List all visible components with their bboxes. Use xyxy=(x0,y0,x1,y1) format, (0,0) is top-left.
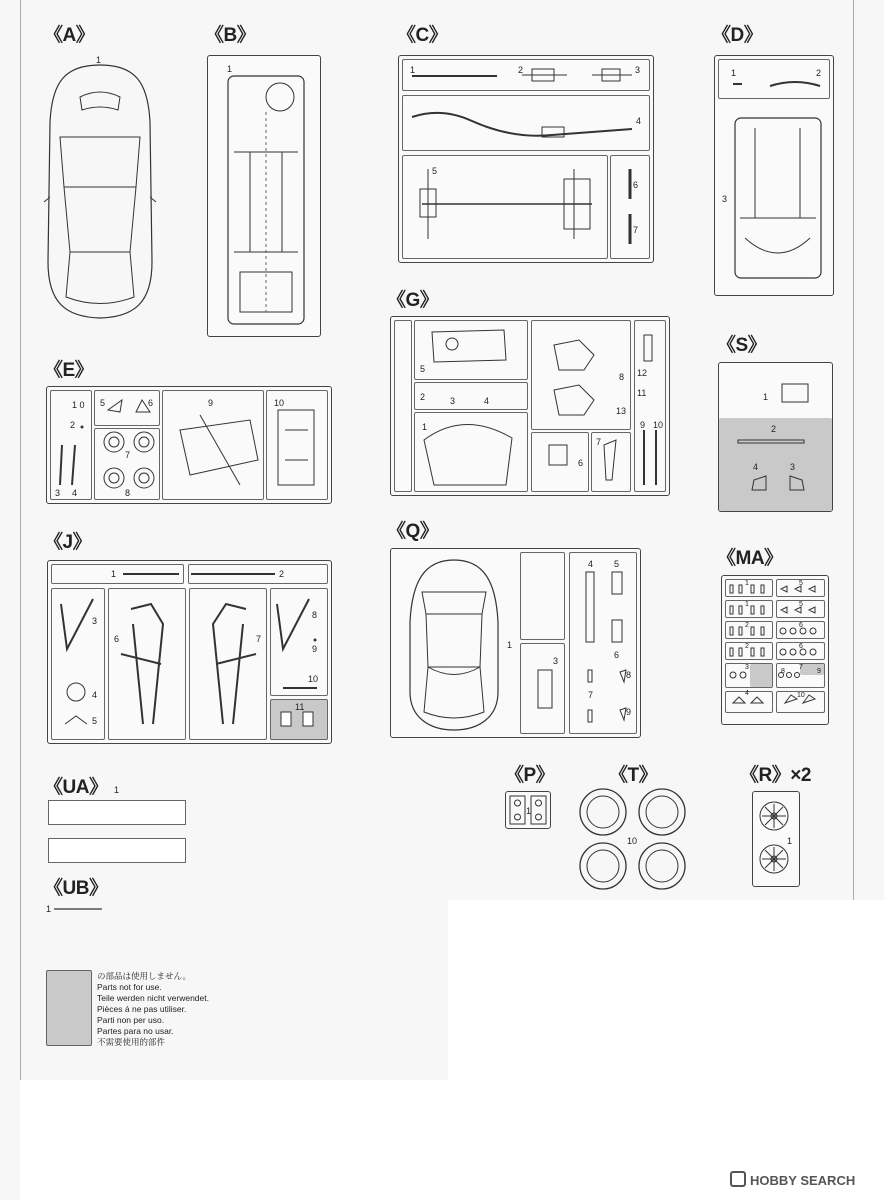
part-number: 9 xyxy=(208,398,214,408)
legend-line: Parti non per uso. xyxy=(97,1015,165,1025)
interior-parts xyxy=(394,320,666,492)
part-number: 5 xyxy=(420,364,426,374)
interior-tub-part xyxy=(730,78,825,288)
part-number: 1 xyxy=(410,65,416,75)
part-number: 9 xyxy=(312,644,318,654)
group-label-b: 《B》 xyxy=(205,25,256,46)
part-number: 4 xyxy=(72,488,78,498)
part-number: 6 xyxy=(799,622,803,629)
group-label-t: 《T》 xyxy=(609,765,658,786)
part-number: 5 xyxy=(799,601,803,608)
part-number: 3 xyxy=(790,462,796,472)
group-label-e: 《E》 xyxy=(44,360,94,381)
part-number: 2 xyxy=(771,424,777,434)
part-number: 10 xyxy=(797,692,805,699)
part-number: 3 xyxy=(92,616,98,626)
decal-sheet-ua xyxy=(48,838,186,863)
blank-area xyxy=(448,900,884,1200)
part-number: 8 xyxy=(626,670,632,680)
part-number: 1 xyxy=(745,601,749,608)
group-label-ma: 《MA》 xyxy=(717,548,783,569)
part-number: 4 xyxy=(636,116,642,126)
part-number: 4 xyxy=(753,462,759,472)
group-label-j: 《J》 xyxy=(44,532,92,553)
part-number: 2 xyxy=(70,420,76,430)
group-label-a: 《A》 xyxy=(44,25,95,46)
legend-line: 不需要使用的部件 xyxy=(97,1037,166,1047)
part-number: 11 xyxy=(637,388,647,398)
part-number: 1 xyxy=(507,640,513,650)
part-number: 3 xyxy=(745,664,749,671)
part-number: 9 xyxy=(640,420,646,430)
group-label-ua: 《UA》 xyxy=(44,777,108,798)
clear-parts xyxy=(718,362,833,512)
drive-shaft-parts xyxy=(402,59,650,259)
part-number: 7 xyxy=(125,450,131,460)
tire-parts xyxy=(578,786,688,892)
part-number: 8 xyxy=(312,610,318,620)
legend-line: Teile werden nicht verwendet. xyxy=(97,993,209,1003)
part-number: 6 xyxy=(799,643,803,650)
legend-line: の部品は使用しません。 xyxy=(97,971,192,981)
hobby-search-logo-icon xyxy=(730,1171,746,1187)
decal-sheet-ua xyxy=(48,800,186,825)
part-number: 1 xyxy=(787,836,793,846)
group-label-p: 《P》 xyxy=(505,765,555,786)
part-number: 6 xyxy=(578,458,584,468)
part-number: 9 xyxy=(626,707,632,717)
legend-unused-swatch xyxy=(46,970,92,1046)
blank-area xyxy=(20,1080,460,1200)
part-number: 3 xyxy=(450,396,456,406)
part-number: 4 xyxy=(745,690,749,697)
part-number: 1 xyxy=(731,68,737,78)
part-number: 7 xyxy=(633,225,639,235)
part-number: 1 xyxy=(745,580,749,587)
watermark-text: HOBBY SEARCH xyxy=(750,1173,856,1188)
part-number: 5 xyxy=(799,580,803,587)
part-number: 8 xyxy=(619,372,625,382)
part-number: 13 xyxy=(616,406,627,416)
part-number: 2 xyxy=(420,392,426,402)
part-number: 11 xyxy=(295,702,305,712)
polycap-parts xyxy=(509,795,547,825)
part-number: 6 xyxy=(148,398,154,408)
group-label-d: 《D》 xyxy=(712,25,763,46)
part-number: 10 xyxy=(627,836,638,846)
window-parts xyxy=(394,552,637,734)
part-number: 2 xyxy=(745,622,749,629)
part-number: 2 xyxy=(518,65,524,75)
part-number: 3 xyxy=(635,65,641,75)
wheel-parts xyxy=(756,795,796,883)
group-label-c: 《C》 xyxy=(397,25,448,46)
part-number: 3 xyxy=(722,194,728,204)
part-number: 9 xyxy=(817,668,821,675)
part-number: 7 xyxy=(596,437,602,447)
part-number: 7 xyxy=(256,634,262,644)
legend-line: Parts not for use. xyxy=(97,982,162,992)
part-number: 7 xyxy=(588,690,594,700)
watermark xyxy=(730,1171,855,1188)
part-number: 3 xyxy=(553,656,559,666)
group-label-ub: 《UB》 xyxy=(44,878,108,899)
part-number: 10 xyxy=(653,420,664,430)
part-number: 4 xyxy=(484,396,490,406)
metal-parts xyxy=(725,579,825,713)
part-number: 12 xyxy=(637,368,648,378)
car-body-top-view xyxy=(40,62,160,322)
part-number: 1 xyxy=(111,569,117,579)
part-number: 2 xyxy=(745,643,749,650)
ub-part-line xyxy=(54,908,104,912)
part-number: 7 xyxy=(799,664,803,671)
group-label-r: 《R》×2 xyxy=(740,765,811,786)
chassis-part xyxy=(220,72,312,327)
part-number: 3 xyxy=(55,488,61,498)
part-number: 8 xyxy=(781,668,785,675)
roll-cage-parts xyxy=(51,564,328,740)
part-number: 5 xyxy=(92,716,98,726)
part-number: 10 xyxy=(308,674,319,684)
part-number: 1 xyxy=(763,392,769,402)
part-number: 1 xyxy=(227,64,233,74)
part-number: 4 xyxy=(588,559,594,569)
group-label-g: 《G》 xyxy=(387,290,439,311)
part-number: 2 xyxy=(279,569,285,579)
part-number: 5 xyxy=(100,398,106,408)
part-number: 6 xyxy=(633,180,639,190)
part-number: 1 xyxy=(96,55,102,65)
legend-text xyxy=(97,971,209,1048)
part-number: 10 xyxy=(274,398,285,408)
part-number: 5 xyxy=(432,166,438,176)
part-number: 2 xyxy=(816,68,822,78)
part-number: 1 xyxy=(46,904,52,914)
group-label-q: 《Q》 xyxy=(387,521,439,542)
part-number: 1 xyxy=(526,806,532,816)
suspension-parts xyxy=(50,390,328,500)
part-number: 1 xyxy=(422,422,428,432)
part-number: 1 0 xyxy=(72,400,85,410)
part-number: 4 xyxy=(92,690,98,700)
part-number: 6 xyxy=(614,650,620,660)
group-label-s: 《S》 xyxy=(717,335,767,356)
part-number: 8 xyxy=(125,488,131,498)
legend-line: Partes para no usar. xyxy=(97,1026,174,1036)
part-number: 1 xyxy=(114,785,120,795)
legend-line: Pièces á ne pas utiliser. xyxy=(97,1004,187,1014)
part-number: 5 xyxy=(614,559,620,569)
part-number: 6 xyxy=(114,634,120,644)
